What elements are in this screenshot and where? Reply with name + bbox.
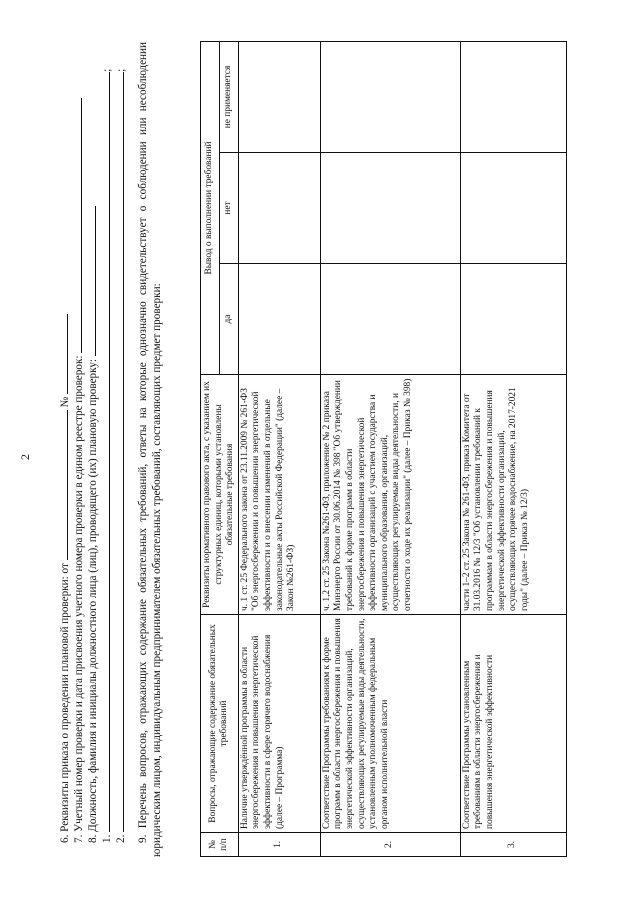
row-number: 3.	[460, 833, 566, 857]
order-requisites-label: 6. Реквизиты приказа о проведении плановой проверки: от	[59, 563, 71, 843]
questions-paragraph: 9. Перечень вопросов, отражающих содержание обязательных требований, ответы на которые однозначно свидетельствует о соблюдении или несоблюдении юридическим лицом, индивидуальным предпринимателем обязательных требований, составляющих предмет проверки:	[137, 42, 163, 857]
inspector-item-1-label: 1.	[101, 834, 113, 843]
inspector-item-1-end: ;	[101, 68, 113, 72]
header-conclusion: Вывод о выполнении требований	[201, 41, 220, 374]
table-row	[238, 41, 320, 856]
no-cell[interactable]	[460, 153, 566, 264]
header-question: Вопросы, отражающие содержание обязательных требований	[201, 615, 239, 833]
header-not-applicable: не применяется	[219, 41, 238, 152]
row-question: Наличие утверждённой программы в области энергосбережения и повышения энергетической эффективности в сфере горячего водоснабжения (далее – Программа)	[238, 615, 320, 833]
not-applicable-cell[interactable]	[320, 41, 460, 152]
row-requisites: ч. 1,2 ст. 25 Закона №261-ФЗ, приложение № 2 приказа Минэнерго России от 30.06.2014 № 398 "Об утверждении требований к форме программ в области энергосбережения и повышения энергетической эффективности организаций с участием государства и муниципального образования, организаций, осуществляющих регулируемые виды деятельности, и отчетности о ходе их реализации" (далее – Приказ № 398)	[320, 375, 460, 615]
header-requisites: Реквизиты нормативного правового акта, с указанием их структурных единиц, которыми установлены обязательные требования	[201, 375, 239, 615]
row-number: 1.	[238, 833, 320, 857]
yes-cell[interactable]	[320, 264, 460, 375]
row-question: Соответствие Программы требованиям к форме программ в области энергосбережения и повышения энергетической эффективности организаций, осуществляющих регулируемые виды деятельности, установленным уполномоченным федеральным органом исполнительной власти	[320, 615, 460, 833]
yes-cell[interactable]	[238, 264, 320, 375]
registry-number-label: 7. Учетный номер проверки и дата присвоения учетного номера проверки в едином реестре проверок:	[73, 355, 85, 843]
inspector-item-2-blank	[112, 72, 124, 832]
inspector-blank	[84, 206, 96, 356]
order-number-blank	[56, 314, 68, 394]
inspector-label: 8. Должность, фамилия и инициалы должностного лица (лиц), проводящего (их) плановую проверку:	[87, 359, 99, 843]
table-row	[320, 41, 460, 856]
page-number: 2	[18, 454, 32, 460]
header-number: № п/п	[201, 833, 239, 857]
inspector-item-1-blank	[98, 72, 110, 832]
header-no: нет	[219, 153, 238, 264]
order-number-label: №	[59, 396, 71, 408]
registry-number-blank	[70, 98, 82, 353]
inspector-item-2-label: 2.	[115, 834, 127, 843]
row-question: Соответствие Программы установленным требованиям в области энергосбережения и повышения энергетической эффективности	[460, 615, 566, 833]
no-cell[interactable]	[320, 153, 460, 264]
not-applicable-cell[interactable]	[460, 41, 566, 152]
header-yes: да	[219, 264, 238, 375]
inspector-item-2-end: ;	[115, 68, 127, 72]
requirements-table	[200, 41, 567, 857]
row-number: 2.	[320, 833, 460, 857]
order-date-blank	[56, 410, 68, 560]
not-applicable-cell[interactable]	[238, 41, 320, 152]
row-requisites: ч. 1 ст. 25 Федерального закона от 23.11.2009 № 261-ФЗ "Об энергосбережении и о повышении энергетической эффективности и о внесении изменений в отдельные законодательные акты Российской Федерации" (далее – Закон №261-ФЗ)	[238, 375, 320, 615]
row-requisites: части 1–2 ст. 25 Закона № 261-ФЗ, приказ Комитета от 31.03.2016 № 12/3 "Об установлении требований к программам в области энергосбережения и повышения энергетической эффективности организаций, осуществляющих горячее водоснабжение, на 2017-2021 годы" (далее – Приказ № 12/3)	[460, 375, 566, 615]
inspector-item-2	[112, 69, 128, 843]
yes-cell[interactable]	[460, 264, 566, 375]
table-row	[460, 41, 566, 856]
no-cell[interactable]	[238, 153, 320, 264]
